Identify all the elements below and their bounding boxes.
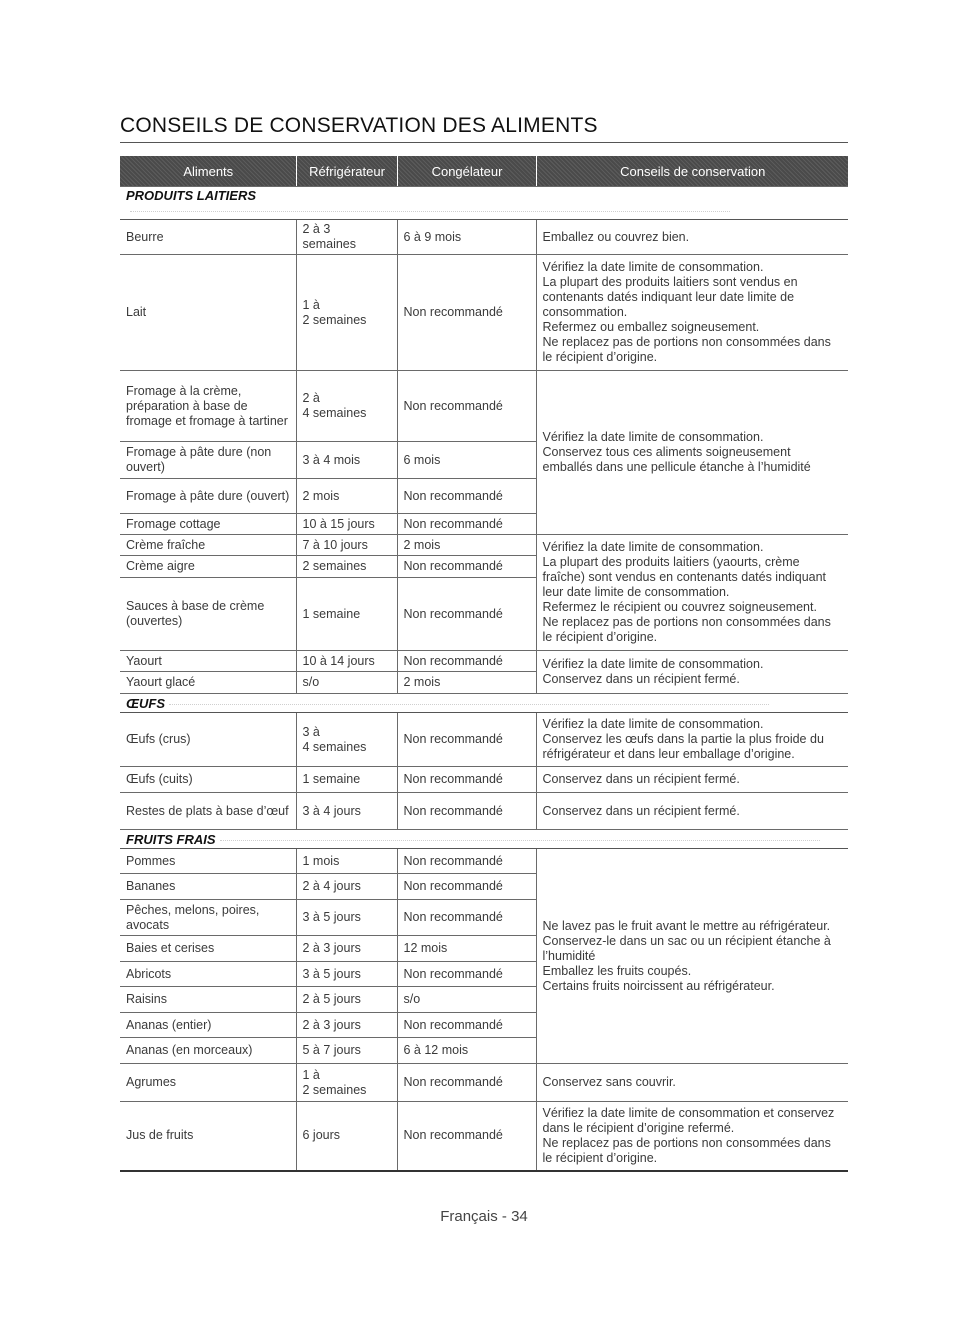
freezer-cell: Non recommandé — [397, 900, 536, 936]
tip-cell: Vérifiez la date limite de consommation. La plupart des produits laitiers (yaourts, crème fraîche) sont vendus en contenants datés indiquant leur date limite de consommation. Refermez le récipient ou couvrez soigneusement. Ne replacez pas de portions non consommées dans le récipient d’origine. — [536, 535, 848, 651]
tip-cell: Vérifiez la date limite de consommation. Conservez les œufs dans la partie la plus froide du réfrigérateur et dans leur emballage d’origine. — [536, 713, 848, 767]
fridge-cell: 3 à 4 semaines — [296, 713, 397, 767]
tip-cell: Ne lavez pas le fruit avant le mettre au réfrigérateur. Conservez-le dans un sac ou un récipient étanche à l’humidité Emballez les fruits coupés. Certains fruits noircissent au réfrigérateur. — [536, 849, 848, 1064]
freezer-cell: Non recommandé — [397, 1102, 536, 1171]
tip-cell: Conservez sans couvrir. — [536, 1064, 848, 1102]
freezer-cell: 2 mois — [397, 535, 536, 556]
table-row — [120, 793, 848, 830]
table-row — [120, 1102, 848, 1171]
storage-tips-table — [120, 156, 848, 1172]
page-title: CONSEILS DE CONSERVATION DES ALIMENTS — [120, 114, 598, 137]
freezer-cell: 2 mois — [397, 672, 536, 694]
freezer-cell: 6 à 9 mois — [397, 220, 536, 255]
freezer-cell: Non recommandé — [397, 578, 536, 651]
header-refrigerateur: Réfrigérateur — [296, 156, 397, 187]
fridge-cell: 7 à 10 jours — [296, 535, 397, 556]
tip-cell: Conservez dans un récipient fermé. — [536, 793, 848, 830]
freezer-cell: Non recommandé — [397, 874, 536, 900]
table-row — [120, 220, 848, 255]
fridge-cell: 1 semaine — [296, 578, 397, 651]
table-row — [120, 535, 848, 556]
food-cell: Beurre — [120, 220, 296, 255]
fridge-cell: 2 à 3 jours — [296, 1013, 397, 1038]
food-cell: Baies et cerises — [120, 936, 296, 962]
freezer-cell: Non recommandé — [397, 1013, 536, 1038]
food-cell: Crème aigre — [120, 556, 296, 578]
food-cell: Fromage à pâte dure (non ouvert) — [120, 442, 296, 479]
fridge-cell: 6 jours — [296, 1102, 397, 1171]
header-congelateur: Congélateur — [397, 156, 536, 187]
food-cell: Fromage cottage — [120, 514, 296, 535]
table-row — [120, 849, 848, 874]
fridge-cell: 1 à 2 semaines — [296, 255, 397, 371]
food-cell: Œufs (cuits) — [120, 767, 296, 793]
table-row — [120, 767, 848, 793]
food-cell: Jus de fruits — [120, 1102, 296, 1171]
food-cell: Œufs (crus) — [120, 713, 296, 767]
table-row — [120, 255, 848, 371]
fridge-cell: 5 à 7 jours — [296, 1038, 397, 1064]
table-row — [120, 1064, 848, 1102]
header-aliments: Aliments — [120, 156, 296, 187]
food-cell: Agrumes — [120, 1064, 296, 1102]
tip-cell: Vérifiez la date limite de consommation et conservez dans le récipient d’origine refermé. Ne replacez pas de portions non consommées dans le récipient d’origine. — [536, 1102, 848, 1171]
food-cell: Yaourt glacé — [120, 672, 296, 694]
section-row — [120, 830, 848, 849]
title-divider — [120, 142, 848, 143]
section-dotted-rule — [130, 211, 730, 212]
fridge-cell: 3 à 4 jours — [296, 793, 397, 830]
fridge-cell: 2 mois — [296, 479, 397, 514]
freezer-cell: Non recommandé — [397, 713, 536, 767]
freezer-cell: Non recommandé — [397, 514, 536, 535]
section-heading — [120, 830, 848, 849]
section-row — [120, 694, 848, 713]
freezer-cell: 6 mois — [397, 442, 536, 479]
food-cell: Ananas (en morceaux) — [120, 1038, 296, 1064]
fridge-cell: 1 mois — [296, 849, 397, 874]
table-body — [120, 187, 848, 1171]
fridge-cell: 2 semaines — [296, 556, 397, 578]
fridge-cell: 10 à 14 jours — [296, 651, 397, 672]
food-cell: Raisins — [120, 987, 296, 1013]
section-title: PRODUITS LAITIERS — [126, 188, 257, 203]
fridge-cell: 2 à 3 semaines — [296, 220, 397, 255]
tip-cell: Vérifiez la date limite de consommation. La plupart des produits laitiers sont vendus en contenants datés indiquant leur date limite de consommation. Refermez ou emballez soigneusement. Ne replacez pas de portions non consommées dans le récipient d’origine. — [536, 255, 848, 371]
fridge-cell: s/o — [296, 672, 397, 694]
freezer-cell: Non recommandé — [397, 556, 536, 578]
table-row — [120, 651, 848, 672]
food-cell: Bananes — [120, 874, 296, 900]
food-cell: Yaourt — [120, 651, 296, 672]
section-dotted-rule — [169, 704, 769, 705]
header-conseils: Conseils de conservation — [536, 156, 848, 187]
fridge-cell: 1 à 2 semaines — [296, 1064, 397, 1102]
section-heading — [120, 694, 848, 713]
fridge-cell: 2 à 3 jours — [296, 936, 397, 962]
freezer-cell: Non recommandé — [397, 767, 536, 793]
food-cell: Abricots — [120, 962, 296, 987]
food-cell: Ananas (entier) — [120, 1013, 296, 1038]
freezer-cell: Non recommandé — [397, 849, 536, 874]
freezer-cell: 6 à 12 mois — [397, 1038, 536, 1064]
section-dotted-rule — [220, 840, 820, 841]
section-title: ŒUFS — [126, 695, 165, 711]
fridge-cell: 10 à 15 jours — [296, 514, 397, 535]
tip-cell: Conservez dans un récipient fermé. — [536, 767, 848, 793]
freezer-cell: Non recommandé — [397, 651, 536, 672]
food-cell: Lait — [120, 255, 296, 371]
food-cell: Fromage à la crème, préparation à base de fromage et fromage à tartiner — [120, 371, 296, 442]
page-footer: Français - 34 — [440, 1208, 528, 1225]
fridge-cell: 2 à 4 semaines — [296, 371, 397, 442]
tip-cell: Emballez ou couvrez bien. — [536, 220, 848, 255]
freezer-cell: Non recommandé — [397, 962, 536, 987]
food-cell: Crème fraîche — [120, 535, 296, 556]
freezer-cell: s/o — [397, 987, 536, 1013]
table-row — [120, 713, 848, 767]
food-cell: Pêches, melons, poires, avocats — [120, 900, 296, 936]
freezer-cell: Non recommandé — [397, 793, 536, 830]
tip-cell: Vérifiez la date limite de consommation. Conservez tous ces aliments soigneusement emballés dans une pellicule étanche à l’humidité — [536, 371, 848, 535]
section-heading — [120, 187, 848, 220]
table-header-row — [120, 156, 848, 187]
freezer-cell: Non recommandé — [397, 479, 536, 514]
fridge-cell: 2 à 5 jours — [296, 987, 397, 1013]
fridge-cell: 3 à 4 mois — [296, 442, 397, 479]
freezer-cell: Non recommandé — [397, 1064, 536, 1102]
fridge-cell: 2 à 4 jours — [296, 874, 397, 900]
section-title: FRUITS FRAIS — [126, 831, 216, 847]
freezer-cell: Non recommandé — [397, 371, 536, 442]
table-row — [120, 371, 848, 442]
freezer-cell: Non recommandé — [397, 255, 536, 371]
food-cell: Fromage à pâte dure (ouvert) — [120, 479, 296, 514]
fridge-cell: 3 à 5 jours — [296, 900, 397, 936]
food-cell: Sauces à base de crème (ouvertes) — [120, 578, 296, 651]
fridge-cell: 1 semaine — [296, 767, 397, 793]
fridge-cell: 3 à 5 jours — [296, 962, 397, 987]
freezer-cell: 12 mois — [397, 936, 536, 962]
tip-cell: Vérifiez la date limite de consommation. Conservez dans un récipient fermé. — [536, 651, 848, 694]
food-cell: Pommes — [120, 849, 296, 874]
section-row — [120, 187, 848, 220]
food-cell: Restes de plats à base d’œuf — [120, 793, 296, 830]
